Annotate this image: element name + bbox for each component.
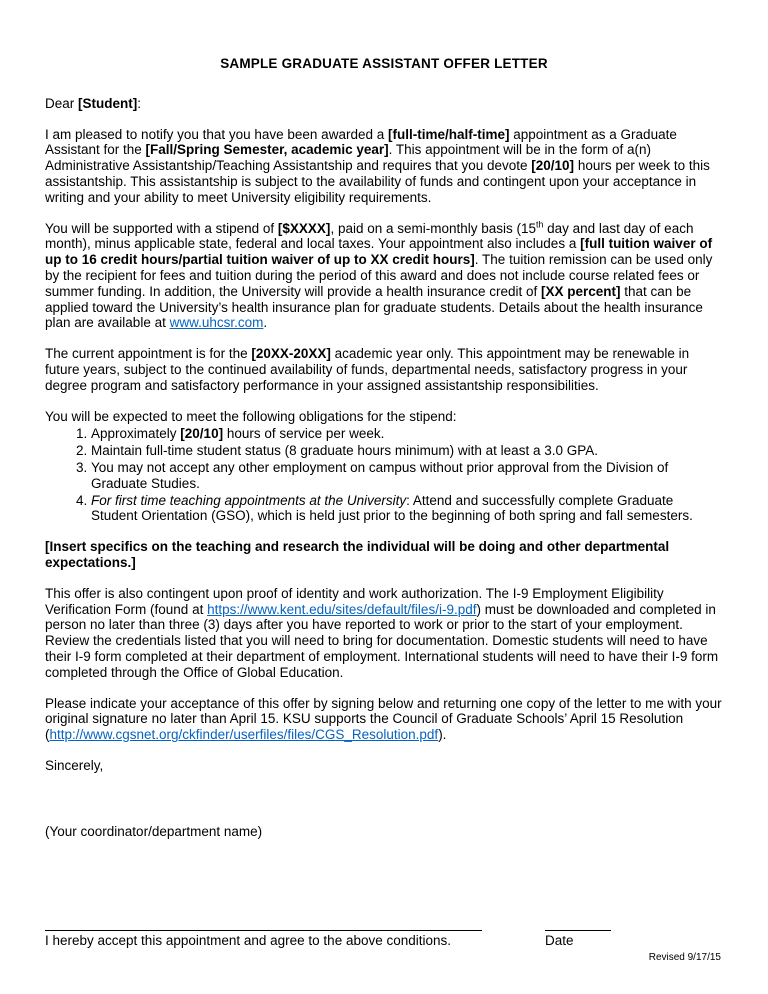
text-run: This offer is also contingent upon proof of identity and work authorization. The I-9 Employment Eligibility Verification Form (found at xyxy=(45,585,664,617)
superscript-text: th xyxy=(536,219,544,230)
signature-line xyxy=(45,917,482,931)
text-run: ). xyxy=(438,727,447,743)
signature-labels-row xyxy=(45,933,723,949)
hyperlink[interactable]: http://www.cgsnet.org/ckfinder/userfiles/files/CGS_Resolution.pdf xyxy=(49,727,439,743)
paragraph-i9 xyxy=(45,586,723,681)
text-run: . This appointment will be in the form of a(n) Administrative Assistantship/Teaching Assistantship and requires that you devote xyxy=(45,142,652,174)
text-run: . The tuition remission can be used only by the recipient for fees and tuition during the period of this award and does not include course related fees or summer funding. In addition, the University will provide a health insurance credit of xyxy=(45,252,713,299)
date-line xyxy=(545,917,611,931)
text-run: . xyxy=(263,315,268,331)
paragraph-stipend xyxy=(45,221,723,332)
text-run: appointment as a Graduate Assistant for the xyxy=(45,126,677,158)
list-item-student-status: 2. Maintain full-time student status (8 graduate hours minimum) with at least a 3.0 GPA. xyxy=(91,443,723,459)
text-run: that can be applied toward the University’s health insurance plan for graduate students. Details about the health insurance plan are available at xyxy=(45,283,703,331)
acceptance-statement: I hereby accept this appointment and agree to the above conditions. xyxy=(45,933,452,949)
signature-name: (Your coordinator/department name) xyxy=(45,823,263,839)
text-run: [Student] xyxy=(78,95,138,111)
document-title: SAMPLE GRADUATE ASSISTANT OFFER LETTER xyxy=(220,56,548,71)
text-run: For first time teaching appointments at the University xyxy=(91,492,407,508)
text-run: : xyxy=(137,95,142,111)
text-run: [Insert specifics on the teaching and research the individual will be doing and other departmental expectations.] xyxy=(45,539,670,570)
text-run: [XX percent] xyxy=(541,283,621,299)
text-run: hours per week to this assistantship. This assistantship is subject to the availability of funds and contingent upon your acceptance in writing and your ability to meet University eligibility requirements. xyxy=(45,158,710,205)
revision-note: Revised 9/17/15 xyxy=(648,952,721,964)
signature-lines-row xyxy=(45,917,723,931)
text-run: [full tuition waiver of up to 16 credit hours/partial tuition waiver of up to XX credit hours] xyxy=(45,236,713,268)
text-run: The current appointment is for the xyxy=(45,346,252,362)
text-run: , paid on a semi-monthly basis (15 xyxy=(330,220,537,236)
list-item-hours xyxy=(91,426,723,442)
acceptance-block xyxy=(45,917,723,964)
text-run: day and last day of each month), minus applicable state, federal and local taxes. Your appointment also includes a xyxy=(45,220,694,252)
list-item-employment: 3. You may not accept any other employment on campus without prior approval from the Division of Graduate Studies. xyxy=(91,460,723,492)
list-item-orientation xyxy=(91,493,723,525)
text-run: Approximately xyxy=(91,426,181,442)
text-run: You will be supported with a stipend of xyxy=(45,220,278,236)
closing-salutation: Sincerely, xyxy=(45,757,104,773)
text-run: [Fall/Spring Semester, academic year] xyxy=(145,142,389,158)
text-run: [full-time/half-time] xyxy=(387,126,510,142)
text-run: I am pleased to notify you that you have been awarded a xyxy=(45,126,388,142)
text-run: [20/10] xyxy=(180,426,224,442)
hyperlink[interactable]: www.uhcsr.com xyxy=(169,315,264,331)
text-run: [$XXXX] xyxy=(277,220,331,236)
paragraph-award xyxy=(45,127,723,206)
text-run: academic year only. This appointment may be renewable in future years, subject to the continued availability of funds, departmental needs, satisfactory progress in your degree program and satisfactory performance in your assigned assistantship responsibilities. xyxy=(45,346,690,393)
obligations-list xyxy=(45,426,723,524)
text-run: [20/10] xyxy=(531,158,575,174)
salutation xyxy=(45,96,723,112)
text-run: ) must be downloaded and completed in person no later than three (3) days after you have reported to work or prior to the start of your employment. Review the credentials listed that you will need to bring for documentation. Domestic students will need to have their I-9 form completed at their department of employment. International students will need to have their I-9 form completed through the Office of Global Education. xyxy=(45,601,719,680)
paragraph-term xyxy=(45,346,723,393)
text-run: [20XX-20XX] xyxy=(251,346,331,362)
text-run: Please indicate your acceptance of this offer by signing below and returning one copy of the letter to me with your original signature no later than April 15. KSU supports the Council of Graduate Schools’ April 15 Resolution ( xyxy=(45,695,722,743)
date-label: Date xyxy=(545,933,574,949)
paragraph-obligations-intro: You will be expected to meet the following obligations for the stipend: xyxy=(45,408,457,424)
text-run: hours of service per week. xyxy=(223,426,385,442)
hyperlink[interactable]: https://www.kent.edu/sites/default/files/i-9.pdf xyxy=(207,601,477,617)
paragraph-departmental-expectations xyxy=(45,539,723,571)
paragraph-acceptance-instructions xyxy=(45,696,723,743)
text-run: : Attend and successfully complete Graduate Student Orientation (GSO), which is held just prior to the beginning of both spring and fall semesters. xyxy=(91,492,693,524)
text-run: Dear xyxy=(45,95,79,111)
